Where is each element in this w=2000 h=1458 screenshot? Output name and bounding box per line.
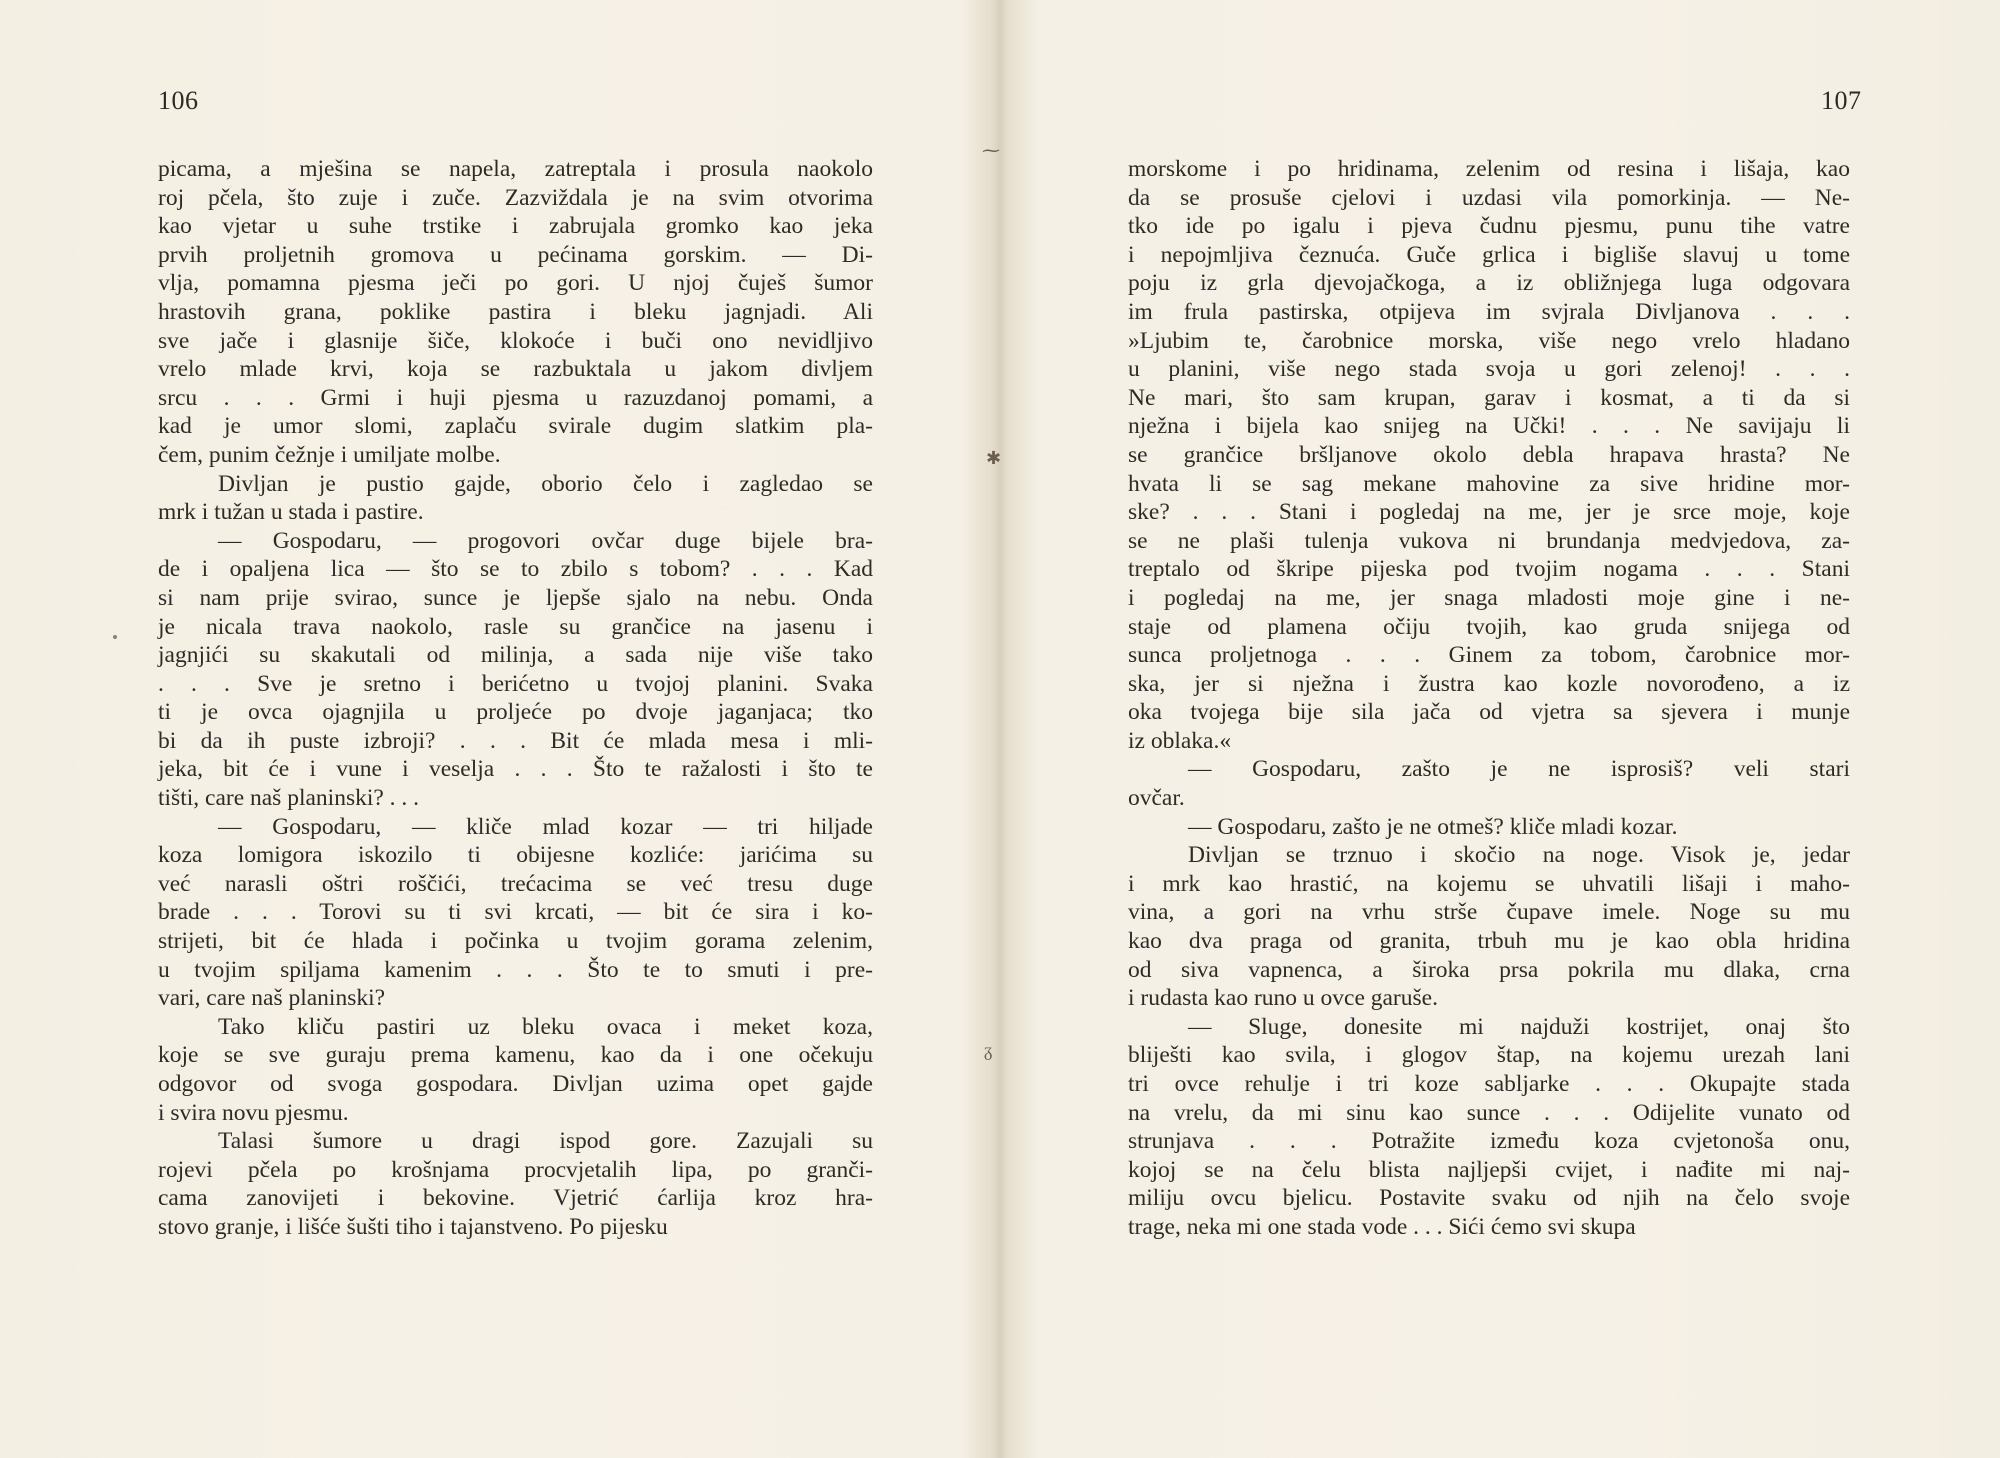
- text-line: »Ljubim te, čarobnice morska, više nego vrelo hladano: [1128, 327, 1850, 354]
- text-line: koza lomigora iskozilo ti obijesne kozliće: jarićima su: [158, 842, 873, 869]
- text-line: mrk i tužan u stada i pastire.: [158, 499, 424, 526]
- text-line: u planini, više nego stada svoja u gori zelenoj! . . .: [1128, 356, 1850, 383]
- text-line: u tvojim spiljama kamenim . . . Što te to smuti i pre-: [158, 956, 873, 983]
- text-line: kad je umor slomi, zaplaču svirale dugim slatkim pla-: [158, 413, 873, 440]
- text-line: vlja, pomamna pjesma ječi po gori. U njoj čuješ šumor: [158, 270, 873, 297]
- gutter-mark: ⁓: [982, 140, 1000, 160]
- text-line: se ne plaši tulenja vukova ni brundanja medvjedova, za-: [1128, 527, 1850, 554]
- text-line: miliju ovcu bjelicu. Postavite svaku od njih na čelo svoje: [1128, 1185, 1850, 1212]
- text-line: već narasli oštri roščići, trećacima se već tresu duge: [158, 870, 873, 897]
- text-line: je nicala trava naokolo, rasle su grančice na jasenu i: [158, 613, 873, 640]
- text-line: Divljan se trznuo i skočio na noge. Visok je, jedar: [1188, 842, 1850, 869]
- text-line: nježna i bijela kao snijeg na Učki! . . . Ne savijaju li: [1128, 413, 1850, 440]
- margin-dot: [113, 635, 117, 639]
- text-line: strijeti, bit će hlada i počinka u tvojim gorama zelenim,: [158, 928, 873, 955]
- text-line: vina, a gori na vrhu strše čupave imele. Noge su mu: [1128, 899, 1850, 926]
- text-line: jeka, bit će i vune i veselja . . . Što te ražalosti i što te: [158, 756, 873, 783]
- text-line: se grančice bršljanove okolo debla hrapava hrasta? Ne: [1128, 441, 1850, 468]
- text-line: jagnjići su skakutali od milinja, a sada nije više tako: [158, 642, 873, 669]
- text-line: vrelo mlade krvi, koja se razbuktala u jakom divljem: [158, 356, 873, 383]
- text-line: ovčar.: [1128, 785, 1185, 812]
- text-line: im frula pastirska, otpijeva im svjrala Divljanova . . .: [1128, 298, 1850, 325]
- text-line: i mrk kao hrastić, na kojemu se uhvatili lišaji i maho-: [1128, 870, 1850, 897]
- text-line: picama, a mješina se napela, zatreptala i prosula naokolo: [158, 156, 873, 182]
- text-line: tri ovce rehulje i tri koze sabljarke . . . Okupajte stada: [1128, 1071, 1850, 1097]
- text-line: sve jače i glasnije šiče, klokoće i buči ono nevidljivo: [158, 327, 873, 354]
- text-line: hrastovih grana, poklike pastira i bleku jagnjadi. Ali: [158, 298, 873, 325]
- text-line: da se prosuše cjelovi i uzdasi vila pomorkinja. — Ne-: [1128, 184, 1850, 211]
- text-line: — Gospodaru, zašto je ne isprosiš? veli stari: [1188, 756, 1850, 783]
- text-line: brade . . . Torovi su ti svi krcati, — bit će sira i ko-: [158, 899, 873, 926]
- right-page: [1000, 0, 2000, 1458]
- text-line: i pogledaj na me, jer snaga mladosti moje gine i ne-: [1128, 584, 1850, 611]
- text-line: sunca proljetnoga . . . Ginem za tobom, čarobnice mor-: [1128, 642, 1850, 669]
- text-line: roj pčela, što zuje i zuče. Zazviždala je na svim otvorima: [158, 184, 873, 211]
- text-line: koje se sve guraju prema kamenu, kao da i one očekuju: [158, 1042, 873, 1069]
- text-line: cama zanovijeti i bekovine. Vjetrić ćarlija kroz hra-: [158, 1185, 873, 1212]
- text-line: kao vjetar u suhe trstike i zabrujala gromko kao jeka: [158, 213, 873, 240]
- text-line: srcu . . . Grmi i huji pjesma u razuzdanoj pomami, a: [158, 384, 873, 411]
- text-line: Tako kliču pastiri uz bleku ovaca i meket koza,: [218, 1013, 873, 1040]
- text-line: morskome i po hridinama, zelenim od resina i lišaja, kao: [1128, 156, 1850, 182]
- text-line: . . . Sve je sretno i berićetno u tvojoj planini. Svaka: [158, 670, 873, 697]
- text-line: si nam prije svirao, sunce je ljepše sjalo na nebu. Onda: [158, 584, 873, 611]
- text-line: vari, care naš planinski?: [158, 985, 386, 1012]
- text-line: tišti, care naš planinski? . . .: [158, 785, 420, 812]
- text-line: — Gospodaru, — kliče mlad kozar — tri hiljade: [218, 813, 873, 840]
- text-line: i svira novu pjesmu.: [158, 1099, 349, 1126]
- page-text: [1128, 155, 1850, 1242]
- text-line: odgovor od svoga gospodara. Divljan uzima opet gajde: [158, 1071, 873, 1097]
- text-line: ti je ovca ojagnjila u proljeće po dvoje jaganjaca; tko: [158, 699, 873, 726]
- page-number: 106: [158, 86, 199, 115]
- text-line: čem, punim čežnje i umiljate molbe.: [158, 441, 501, 468]
- text-line: hvata li se sag mekane mahovine za sive hridine mor-: [1128, 470, 1850, 497]
- page-number: 107: [1821, 86, 1862, 115]
- text-line: i rudasta kao runo u ovce garuše.: [1128, 985, 1438, 1012]
- text-line: rojevi pčela po krošnjama procvjetalih lipa, po granči-: [158, 1156, 873, 1183]
- text-line: strunjava . . . Potražite između koza cvjetonoša onu,: [1128, 1128, 1850, 1155]
- text-line: trage, neka mi one stada vode . . . Sići ćemo svi skupa: [1128, 1213, 1636, 1240]
- text-line: — Gospodaru, zašto je ne otmeš? kliče mladi kozar.: [1188, 813, 1678, 840]
- text-line: Divljan je pustio gajde, oborio čelo i zagledao se: [218, 470, 873, 497]
- text-line: kao dva praga od granita, trbuh mu je kao obla hridina: [1128, 928, 1850, 955]
- page-text: [158, 155, 873, 1242]
- text-line: ske? . . . Stani i pogledaj na me, jer je srce moje, koje: [1128, 499, 1850, 526]
- text-line: prvih proljetnih gromova u pećinama gorskim. — Di-: [158, 241, 873, 268]
- text-line: ska, jer si nježna i žustra kao kozle novorođeno, a iz: [1128, 670, 1850, 697]
- text-line: bliješti kao svila, i glogov štap, na kojemu urezah lani: [1128, 1042, 1850, 1069]
- text-line: Talasi šumore u dragi ispod gore. Zazujali su: [218, 1128, 873, 1155]
- text-line: treptalo od škripe pijeska pod tvojim nogama . . . Stani: [1128, 556, 1850, 583]
- gutter-mark: ✱: [986, 448, 1002, 468]
- text-line: i nepojmljiva čeznuća. Guče grlica i bigliše slavuj u tome: [1128, 241, 1850, 268]
- text-line: bi da ih puste izbroji? . . . Bit će mlada mesa i mli-: [158, 727, 873, 754]
- text-line: de i opaljena lica — što se to zbilo s tobom? . . . Kad: [158, 556, 873, 583]
- text-line: — Gospodaru, — progovori ovčar duge bijele bra-: [218, 527, 873, 554]
- text-line: od siva vapnenca, a široka prsa pokrila mu dlaka, crna: [1128, 956, 1850, 983]
- gutter-mark: ᵹ: [984, 1040, 993, 1060]
- text-line: poju iz grla djevojačkoga, a iz obližnjega luga odgovara: [1128, 270, 1850, 297]
- text-line: iz oblaka.«: [1128, 727, 1232, 754]
- text-line: — Sluge, donesite mi najduži kostrijet, onaj što: [1188, 1013, 1850, 1040]
- text-line: staje od plamena očiju tvojih, kao gruda snijega od: [1128, 613, 1850, 640]
- text-line: stovo granje, i lišće šušti tiho i tajanstveno. Po pijesku: [158, 1213, 668, 1240]
- text-line: kojoj se na čelu blista najljepši cvijet, i nađite mi naj-: [1128, 1156, 1850, 1183]
- text-line: oka tvojega bije sila jača od vjetra sa sjevera i munje: [1128, 699, 1850, 726]
- text-line: na vrelu, da mi sinu kao sunce . . . Odijelite vunato od: [1128, 1099, 1850, 1126]
- text-line: tko ide po igalu i pjeva čudnu pjesmu, punu tihe vatre: [1128, 213, 1850, 240]
- text-line: Ne mari, što sam krupan, garav i kosmat, a ti da si: [1128, 384, 1850, 411]
